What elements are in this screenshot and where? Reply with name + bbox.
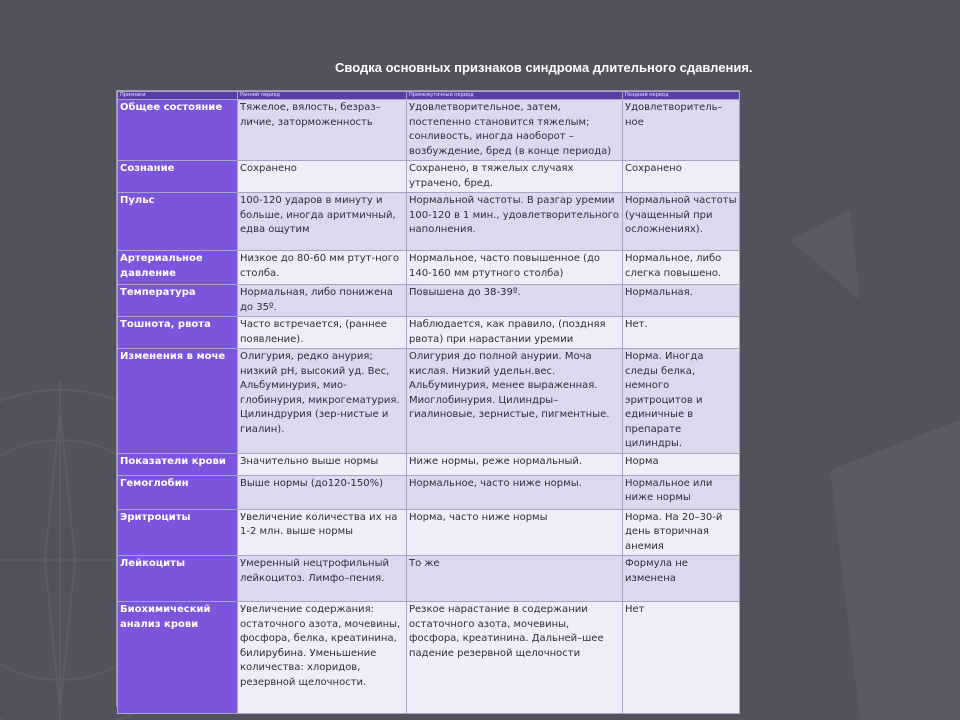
intermediate-period-cell: Нормальное, часто повышенное (до 140-160 мм ртутного столба)	[407, 251, 623, 285]
intermediate-period-cell: Олигурия до полной анурии. Моча кислая. Низкий удельн.вес. Альбуминурия, менее выраженная. Миоглобинурия. Цилиндры– гиалиновые, зернистые, пигментные.	[407, 349, 623, 454]
table-row	[118, 453, 740, 475]
row-label: Изменения в моче	[118, 349, 238, 454]
table-row	[118, 556, 740, 602]
intermediate-period-cell: То же	[407, 556, 623, 602]
late-period-cell: Норма	[623, 453, 740, 475]
late-period-cell: Нормальной частоты (учащенный при осложнениях).	[623, 193, 740, 251]
row-label: Артериальное давление	[118, 251, 238, 285]
late-period-cell: Нет.	[623, 317, 740, 349]
table-row	[118, 602, 740, 714]
early-period-cell: 100-120 ударов в минуту и больше, иногда аритмичный, едва ощутим	[238, 193, 407, 251]
late-period-cell: Формула не изменена	[623, 556, 740, 602]
slide-title: Сводка основных признаков синдрома длительного сдавления.	[335, 60, 753, 75]
intermediate-period-cell: Ниже нормы, реже нормальный.	[407, 453, 623, 475]
early-period-cell: Низкое до 80-60 мм ртут-ного столба.	[238, 251, 407, 285]
table-row	[118, 161, 740, 193]
table-row	[118, 475, 740, 509]
header-signs: Признаки	[118, 92, 238, 100]
row-label: Сознание	[118, 161, 238, 193]
table-row	[118, 349, 740, 454]
intermediate-period-cell: Резкое нарастание в содержании остаточного азота, мочевины, фосфора, креатинина. Дальней–шее падение резервной щелочности	[407, 602, 623, 714]
early-period-cell: Нормальная, либо понижена до 35º.	[238, 285, 407, 317]
early-period-cell: Олигурия, редко анурия; низкий pH, высокий уд. Вес, Альбуминурия, мио-глобинурия, микрогематурия. Цилиндрурия (зер-нистые и гиалин).	[238, 349, 407, 454]
late-period-cell: Нет	[623, 602, 740, 714]
intermediate-period-cell: Норма, часто ниже нормы	[407, 509, 623, 556]
table-row	[118, 285, 740, 317]
late-period-cell: Нормальное, либо слегка повышено.	[623, 251, 740, 285]
early-period-cell: Выше нормы (до120-150%)	[238, 475, 407, 509]
table-row	[118, 317, 740, 349]
row-label: Эритроциты	[118, 509, 238, 556]
row-label: Общее состояние	[118, 100, 238, 161]
intermediate-period-cell: Нормальной частоты. В разгар уремии 100-120 в 1 мин., удовлетворительного наполнения.	[407, 193, 623, 251]
intermediate-period-cell: Удовлетворительное, затем, постепенно становится тяжелым; сонливость, иногда наоборот – возбуждение, бред (в конце периода)	[407, 100, 623, 161]
intermediate-period-cell: Нормальное, часто ниже нормы.	[407, 475, 623, 509]
row-label: Биохимический анализ крови	[118, 602, 238, 714]
early-period-cell: Тяжелое, вялость, безраз–личие, заторможенность	[238, 100, 407, 161]
row-label: Показатели крови	[118, 453, 238, 475]
table-row	[118, 193, 740, 251]
table-row	[118, 251, 740, 285]
table-row	[118, 100, 740, 161]
header-intermediate-period: Промежуточный период	[407, 92, 623, 100]
late-period-cell: Сохранено	[623, 161, 740, 193]
late-period-cell: Удовлетворитель–ное	[623, 100, 740, 161]
row-label: Гемоглобин	[118, 475, 238, 509]
early-period-cell: Увеличение количества их на 1-2 млн. выше нормы	[238, 509, 407, 556]
late-period-cell: Норма. Иногда следы белка, немного эритроцитов и единичные в препарате цилиндры.	[623, 349, 740, 454]
intermediate-period-cell: Повышена до 38-39º.	[407, 285, 623, 317]
early-period-cell: Значительно выше нормы	[238, 453, 407, 475]
early-period-cell: Умеренный нецтрофильный лейкоцитоз. Лимфо–пения.	[238, 556, 407, 602]
row-label: Пульс	[118, 193, 238, 251]
late-period-cell: Нормальная.	[623, 285, 740, 317]
table-row	[118, 509, 740, 556]
intermediate-period-cell: Наблюдается, как правило, (поздняя рвота) при нарастании уремии	[407, 317, 623, 349]
late-period-cell: Норма. На 20–30-й день вторичная анемия	[623, 509, 740, 556]
late-period-cell: Нормальное или ниже нормы	[623, 475, 740, 509]
table-header-row	[118, 92, 740, 100]
symptoms-table	[116, 90, 740, 707]
row-label: Температура	[118, 285, 238, 317]
early-period-cell: Сохранено	[238, 161, 407, 193]
header-early-period: Ранний период	[238, 92, 407, 100]
early-period-cell: Часто встречается, (раннее появление).	[238, 317, 407, 349]
header-late-period: Поздний период	[623, 92, 740, 100]
row-label: Тошнота, рвота	[118, 317, 238, 349]
early-period-cell: Увеличение содержания: остаточного азота, мочевины, фосфора, белка, креатинина, билирубина. Уменьшение количества: хлоридов, резервной щелочности.	[238, 602, 407, 714]
intermediate-period-cell: Сохранено, в тяжелых случаях утрачено, бред.	[407, 161, 623, 193]
row-label: Лейкоциты	[118, 556, 238, 602]
